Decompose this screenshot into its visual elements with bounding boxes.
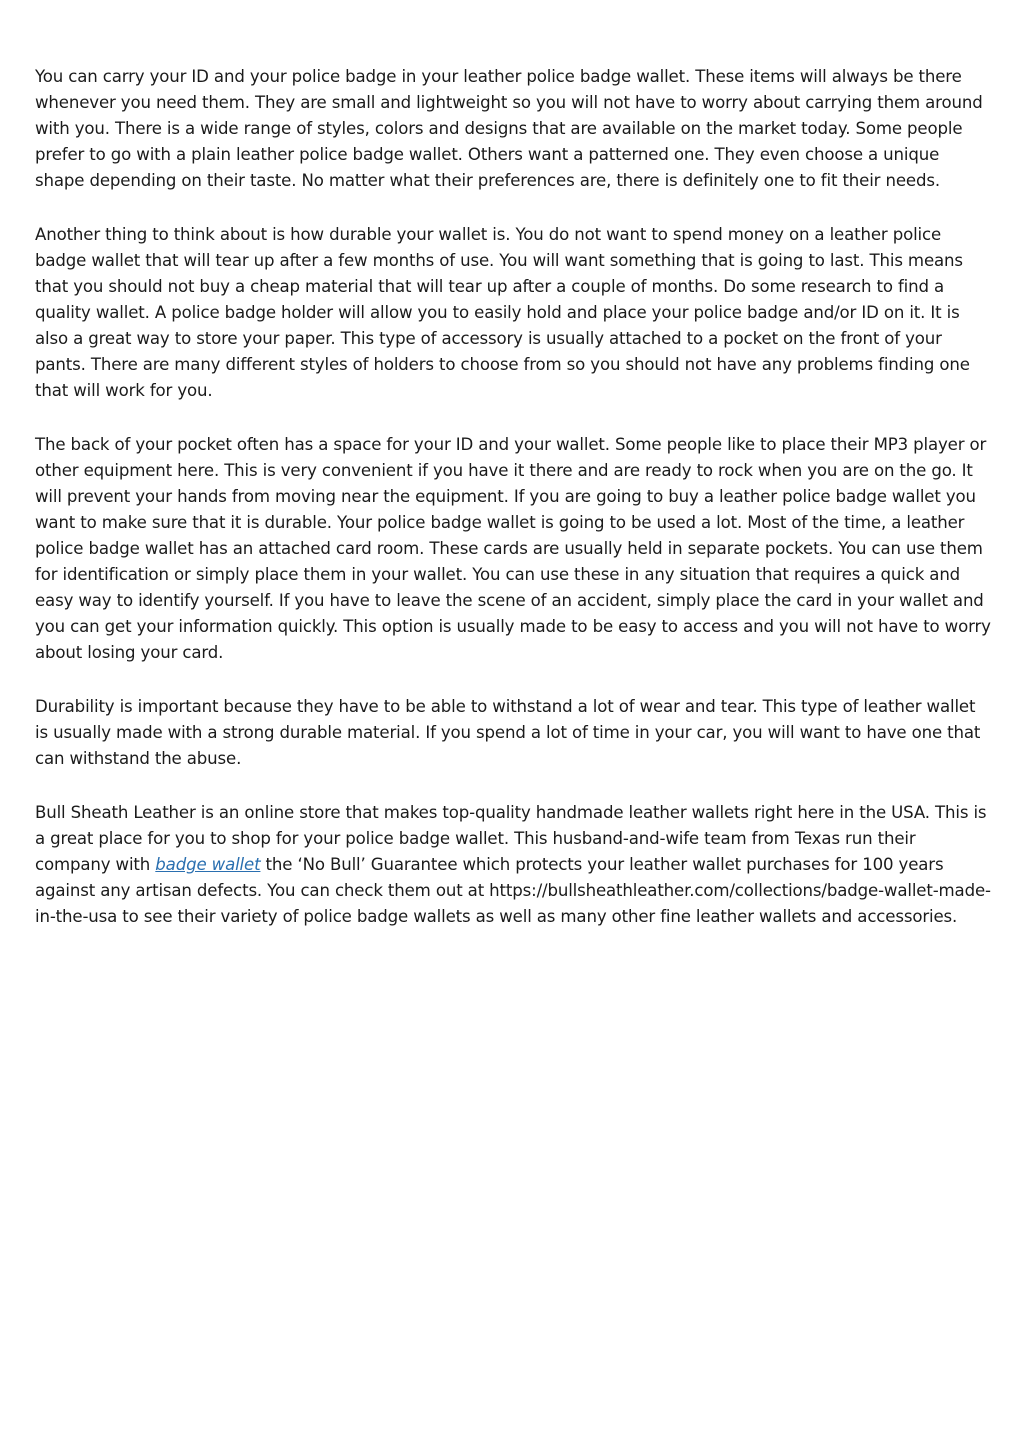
paragraph-5-text-before-link: Bull Sheath Leather is an online store that makes top-quality handmade leather wallets right here in the USA. This is a great place for you to shop for your police badge wallet. This husband-and-wife team from Texas run their company with	[35, 803, 987, 874]
paragraph-5	[35, 800, 993, 930]
badge-wallet-link[interactable]: badge wallet	[155, 855, 261, 874]
paragraph-5-text-after-link: the ‘No Bull’ Guarantee which protects your leather wallet purchases for 100 years against any artisan defects. You can check them out at https://bullsheathleather.com/collections/badge-wallet-made-in-the-usa to see their variety of police badge wallets as well as many other fine leather wallets and accessories.	[35, 855, 991, 926]
paragraph-2: Another thing to think about is how durable your wallet is. You do not want to spend money on a leather police badge wallet that will tear up after a few months of use. You will want something that is going to last. This means that you should not buy a cheap material that will tear up after a couple of months. Do some research to find a quality wallet. A police badge holder will allow you to easily hold and place your police badge and/or ID on it. It is also a great way to store your paper. This type of accessory is usually attached to a pocket on the front of your pants. There are many different styles of holders to choose from so you should not have any problems finding one that will work for you.	[35, 225, 970, 400]
paragraph-1: You can carry your ID and your police badge in your leather police badge wallet. These items will always be there whenever you need them. They are small and lightweight so you will not have to worry about carrying them around with you. There is a wide range of styles, colors and designs that are available on the market today. Some people prefer to go with a plain leather police badge wallet. Others want a patterned one. They even choose a unique shape depending on their taste. No matter what their preferences are, there is definitely one to fit their needs.	[35, 67, 983, 190]
paragraph-3: The back of your pocket often has a space for your ID and your wallet. Some people like to place their MP3 player or other equipment here. This is very convenient if you have it there and are ready to rock when you are on the go. It will prevent your hands from moving near the equipment. If you are going to buy a leather police badge wallet you want to make sure that it is durable. Your police badge wallet is going to be used a lot. Most of the time, a leather police badge wallet has an attached card room. These cards are usually held in separate pockets. You can use them for identification or simply place them in your wallet. You can use these in any situation that requires a quick and easy way to identify yourself. If you have to leave the scene of an accident, simply place the card in your wallet and you can get your information quickly. This option is usually made to be easy to access and you will not have to worry about losing your card.	[35, 435, 991, 662]
document-body	[35, 64, 993, 958]
paragraph-4: Durability is important because they have to be able to withstand a lot of wear and tear. This type of leather wallet is usually made with a strong durable material. If you spend a lot of time in your car, you will want to have one that can withstand the abuse.	[35, 697, 981, 768]
